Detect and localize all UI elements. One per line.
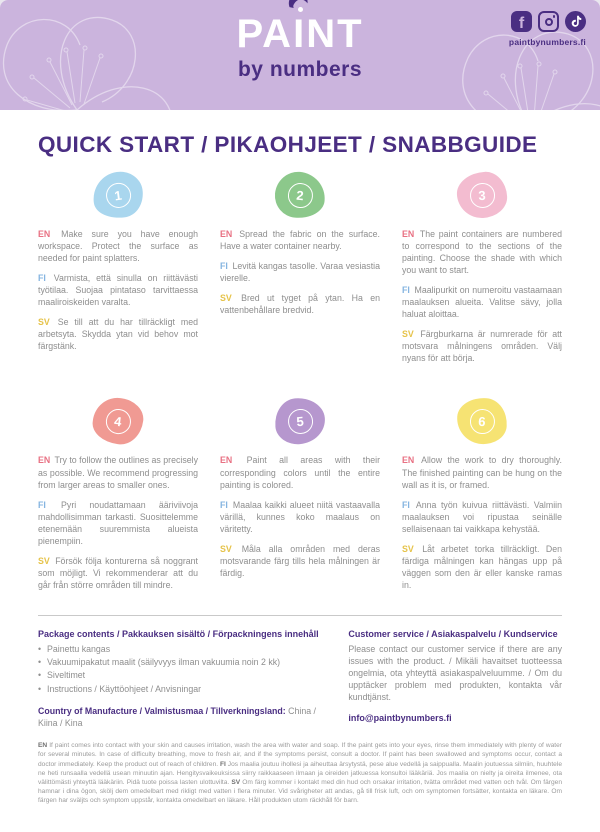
step-body: The paint containers are numbered to correspond to the sections of the painting. Choose the shade with which you want to start.	[402, 229, 562, 276]
step-text-en	[402, 228, 562, 276]
step-text-fi	[402, 499, 562, 535]
step-number: 5	[295, 413, 305, 430]
lang-tag-fi: FI	[220, 261, 228, 272]
step-badge	[456, 171, 508, 220]
step-text-sv	[220, 292, 380, 316]
step-text-sv	[220, 543, 380, 579]
warning-text-sv: Om färg kommer i kontakt med din hud och orsakar irritation, tvätta området med vatten och tvål. Om färgen hamnar i dina ögon, skölj dem omedelbart med rikligt med vatten i flera minuter. Vid svårigheter att andas, gå till frisk luft, och om symptomen fortsätter, kontakta en läkare. Om färgen har sväljts och symptom uppstår, kontakta omedelbart en läkare. Håll produkten utom räckhåll för barn.	[38, 778, 562, 804]
step-body: Maalipurkit on numeroitu vastaamaan maalauksen alueita. Valitse sävy, jolla haluat aloittaa.	[402, 285, 562, 320]
lang-tag-fi: FI	[38, 499, 46, 510]
step-text-fi	[38, 499, 198, 547]
logo-text-i: I	[293, 12, 307, 56]
step-card-1	[38, 158, 198, 372]
step-body: Pyri noudattamaan ääriviivoja mahdollisimman tarkasti. Suosittelemme etenemään suuremmista alueista pienempiin.	[38, 499, 198, 546]
website-url: paintbynumbers.fi	[508, 37, 586, 47]
step-badge	[273, 170, 327, 220]
lang-tag-fi: FI	[402, 285, 410, 296]
tiktok-icon	[565, 11, 586, 32]
customer-service-text: Please contact our customer service if there are any issues with the product. / Mikäli havaitset tuotteessa ongelmia, ota yhteyttä asiakaspalveluumme. / Om du upptäcker problem med produkten, kontakta vår kundtjänst.	[348, 643, 562, 703]
step-badge	[90, 396, 145, 448]
lang-tag-sv: SV	[402, 329, 414, 340]
paintbrush-swoosh-icon	[286, 0, 310, 9]
step-text-fi	[38, 272, 198, 308]
country-label: Country of Manufacture / Valmistusmaa / Tillverkningsland:	[38, 705, 286, 716]
logo-text: PA	[236, 12, 294, 56]
warning-tag-sv: SV	[231, 778, 241, 786]
step-text-sv	[402, 543, 562, 591]
step-badge	[455, 397, 508, 446]
warning-text-fi: Jos maalia joutuu ihollesi ja aiheuttaa ärsytystä, pese alue vedellä ja saippualla. Maalin joutuessa silmiin, huuhtele ne heti runsaalla vedellä usean minuutin ajan. Hengitysvaikeuksissa siirry raikkaaseen ilmaan ja oireiden jatkuessa konsultoi lääkäriä. Jos maalia on nielty ja oireita ilmenee, ota välittömästi yhteyttä lääkäriin. Pidä tuote poissa lasten ulottuvilta.	[38, 760, 562, 786]
package-contents	[38, 629, 326, 729]
package-item: • Painettu kangas	[38, 643, 326, 656]
step-badge	[90, 169, 146, 222]
warning-tag-fi: FI	[220, 760, 226, 768]
logo-paint	[236, 14, 363, 54]
warning-tag-en: EN	[38, 742, 48, 750]
lang-tag-en: EN	[38, 229, 51, 239]
step-body: Paint all areas with their corresponding colors until the entire painting is colored.	[220, 455, 380, 490]
country-line	[38, 705, 326, 730]
package-contents-heading: Package contents / Pakkauksen sisältö / Förpackningens innehåll	[38, 628, 319, 639]
step-body: Maalaa kaikki alueet niitä vastaavalla värillä, kunnes koko maalaus on väritetty.	[220, 499, 380, 534]
step-card-2	[220, 158, 380, 372]
step-body: Försök följa konturerna så noggrant som möjligt. Vi rekommenderar att du går från större områden till mindre.	[38, 555, 198, 590]
step-text-sv	[402, 328, 562, 364]
safety-warning	[0, 729, 600, 805]
instagram-lens	[545, 18, 553, 26]
step-number: 6	[477, 413, 487, 430]
logo-by-numbers: by numbers	[237, 58, 363, 81]
step-body: Levitä kangas tasolle. Varaa vesiastia vierelle.	[220, 261, 380, 284]
step-body: Try to follow the outlines as precisely as possible. We recommend progressing from larger areas to smaller ones.	[38, 455, 198, 490]
customer-service-email: info@paintbynumbers.fi	[348, 713, 452, 724]
step-body: Bred ut tyget på ytan. Ha en vattenbehållare bredvid.	[220, 293, 380, 316]
step-number: 2	[295, 187, 305, 203]
step-body: Måla alla områden med deras motsvarande färg tills hela målningen är färdig.	[220, 543, 380, 578]
customer-service	[348, 629, 562, 729]
info-section	[0, 616, 600, 729]
warning-text-en: If paint comes into contact with your skin and causes irritation, wash the area with water and soap. If the paint gets into your eyes, rinse them immediately with plenty of water for several minutes. In case of difficulty breathing, move to fresh air, and if the symptoms persist, consult a doctor. If paint has been swallowed and symptoms occur, contact a doctor immediately. Keep the product out of reach of children.	[38, 742, 562, 768]
lang-tag-sv: SV	[220, 543, 232, 554]
step-text-en	[402, 454, 562, 490]
step-text-en	[220, 454, 380, 490]
step-text-en	[220, 228, 380, 252]
step-badge	[273, 396, 327, 446]
lang-tag-fi: FI	[220, 499, 228, 510]
step-card-3	[402, 158, 562, 372]
step-body: Varmista, että sinulla on riittävästi työtilaa. Suojaa pintataso tarvittaessa maaliroiskeiden varalta.	[38, 273, 198, 308]
step-number: 4	[113, 413, 123, 430]
package-list	[38, 643, 326, 696]
package-item: • Instructions / Käyttöohjeet / Anvisningar	[38, 683, 326, 696]
lang-tag-en: EN	[38, 455, 51, 466]
facebook-icon: f	[511, 11, 532, 32]
instagram-icon	[538, 11, 559, 32]
lang-tag-fi: FI	[402, 499, 410, 510]
step-number: 1	[113, 187, 123, 203]
step-card-4	[38, 384, 198, 598]
step-card-6	[402, 384, 562, 598]
lang-tag-en: EN	[402, 455, 415, 466]
step-text-fi	[220, 499, 380, 535]
lang-tag-sv: SV	[38, 555, 50, 566]
step-body: Låt arbetet torka tillräckligt. Den färdiga målningen kan hängas upp på väggen som den är eller kanske ramas in.	[402, 543, 562, 590]
lang-tag-sv: SV	[402, 543, 414, 554]
customer-service-heading: Customer service / Asiakaspalvelu / Kundservice	[348, 628, 558, 639]
page-title: QUICK START / PIKAOHJEET / SNABBGUIDE	[38, 132, 538, 157]
step-number: 3	[477, 187, 486, 203]
step-text-en	[38, 228, 198, 264]
step-body: Färgburkarna är numrerade för att motsvara målningens områden. Välj nyans för att börja.	[402, 329, 562, 364]
step-text-fi	[220, 260, 380, 284]
lang-tag-fi: FI	[38, 273, 46, 284]
header-banner	[0, 0, 600, 110]
step-card-5	[220, 384, 380, 598]
step-body: Spread the fabric on the surface. Have a water container nearby.	[220, 229, 380, 252]
steps-grid	[0, 158, 600, 599]
social-block	[509, 11, 586, 47]
step-text-sv	[38, 555, 198, 591]
step-text-fi	[402, 284, 562, 320]
step-body: Make sure you have enough workspace. Protect the surface as needed for paint splatters.	[38, 229, 198, 264]
lang-tag-sv: SV	[38, 317, 50, 328]
lang-tag-en: EN	[402, 229, 415, 239]
step-body: Se till att du har tillräckligt med arbetsyta. Skydda ytan vid behov mot färgstänk.	[38, 317, 198, 352]
country-value: China / Kiina / Kina	[38, 705, 316, 728]
instagram-dot	[553, 15, 556, 18]
step-body: Anna työn kuivua riittävästi. Valmiin maalauksen voi ripustaa seinälle sellaisenaan tai vaikkapa kehystää.	[402, 499, 562, 534]
package-item: • Vakuumipakatut maalit (säilyvyys ilman vakuumia noin 2 kk)	[38, 656, 326, 669]
package-item: • Siveltimet	[38, 669, 326, 682]
logo-text: NT	[306, 12, 364, 56]
step-text-en	[38, 454, 198, 490]
step-text-sv	[38, 316, 198, 352]
lang-tag-sv: SV	[220, 293, 232, 304]
lang-tag-en: EN	[220, 455, 233, 466]
lang-tag-en: EN	[220, 229, 233, 239]
step-body: Allow the work to dry thoroughly. The finished painting can be hung on the wall as it is, or framed.	[402, 455, 562, 490]
